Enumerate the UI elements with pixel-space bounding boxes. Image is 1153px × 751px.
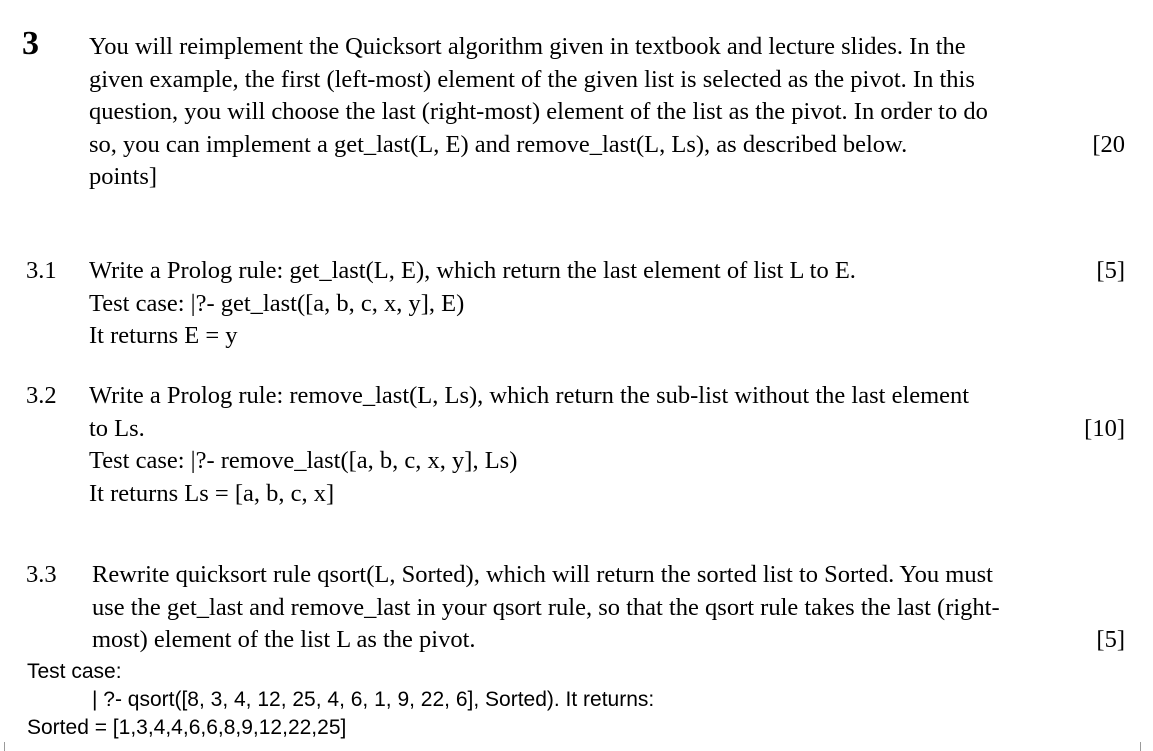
subquestion-3-2-number: 3.2 <box>26 382 57 409</box>
intro-line-2: given example, the first (left-most) element of the given list is selected as the pivot. In this <box>89 65 975 93</box>
q33-points: [5] <box>1096 626 1125 653</box>
subquestion-3-2 <box>89 380 1125 510</box>
question-intro <box>89 31 1125 194</box>
q32-test-case: Test case: |?- remove_last([a, b, c, x, y], Ls) <box>89 447 518 474</box>
test-case-heading: Test case: <box>27 660 122 683</box>
intro-line-3: question, you will choose the last (right-most) element of the list as the pivot. In order to do <box>89 98 988 125</box>
subquestion-3-1 <box>89 255 1125 353</box>
q32-line-1: Write a Prolog rule: remove_last(L, Ls), which return the sub-list without the last element <box>89 382 970 409</box>
page-edge-mark-left <box>4 742 5 751</box>
q31-result: It returns E = y <box>89 322 238 349</box>
page-edge-mark-right <box>1140 742 1141 751</box>
total-points: [20 <box>1092 130 1125 158</box>
q32-line-2-text: to Ls. <box>89 414 145 442</box>
q33-line-3-text: most) element of the list L as the pivot. <box>92 626 476 653</box>
intro-line-1: You will reimplement the Quicksort algorithm given in textbook and lecture slides. In the <box>89 33 966 60</box>
q32-result: It returns Ls = [a, b, c, x] <box>89 479 335 507</box>
q33-line-2: use the get_last and remove_last in your qsort rule, so that the qsort rule takes the last (right- <box>92 593 1000 621</box>
q33-line-3 <box>92 624 1125 657</box>
q33-line-1: Rewrite quicksort rule qsort(L, Sorted), which will return the sorted list to Sorted. You must <box>92 561 993 588</box>
test-case-result: Sorted = [1,3,4,4,6,6,8,9,12,22,25] <box>27 716 347 739</box>
question-number: 3 <box>22 25 39 62</box>
q31-line-1 <box>89 255 1125 288</box>
intro-line-5: points] <box>89 163 158 190</box>
q31-line-1-text: Write a Prolog rule: get_last(L, E), which return the last element of list L to E. <box>89 257 856 284</box>
q31-points: [5] <box>1096 257 1125 284</box>
q32-points: [10] <box>1084 414 1125 442</box>
subquestion-3-1-number: 3.1 <box>26 257 57 284</box>
q31-test-case: Test case: |?- get_last([a, b, c, x, y], E) <box>89 289 465 317</box>
q32-line-2 <box>89 413 1125 446</box>
test-case-query: | ?- qsort([8, 3, 4, 12, 25, 4, 6, 1, 9, 22, 6], Sorted). It returns: <box>92 688 655 711</box>
subquestion-3-3-number: 3.3 <box>26 561 57 588</box>
intro-line-4 <box>89 129 1125 162</box>
intro-line-4-text: so, you can implement a get_last(L, E) and remove_last(L, Ls), as described below. <box>89 130 908 158</box>
subquestion-3-3 <box>92 559 1125 657</box>
